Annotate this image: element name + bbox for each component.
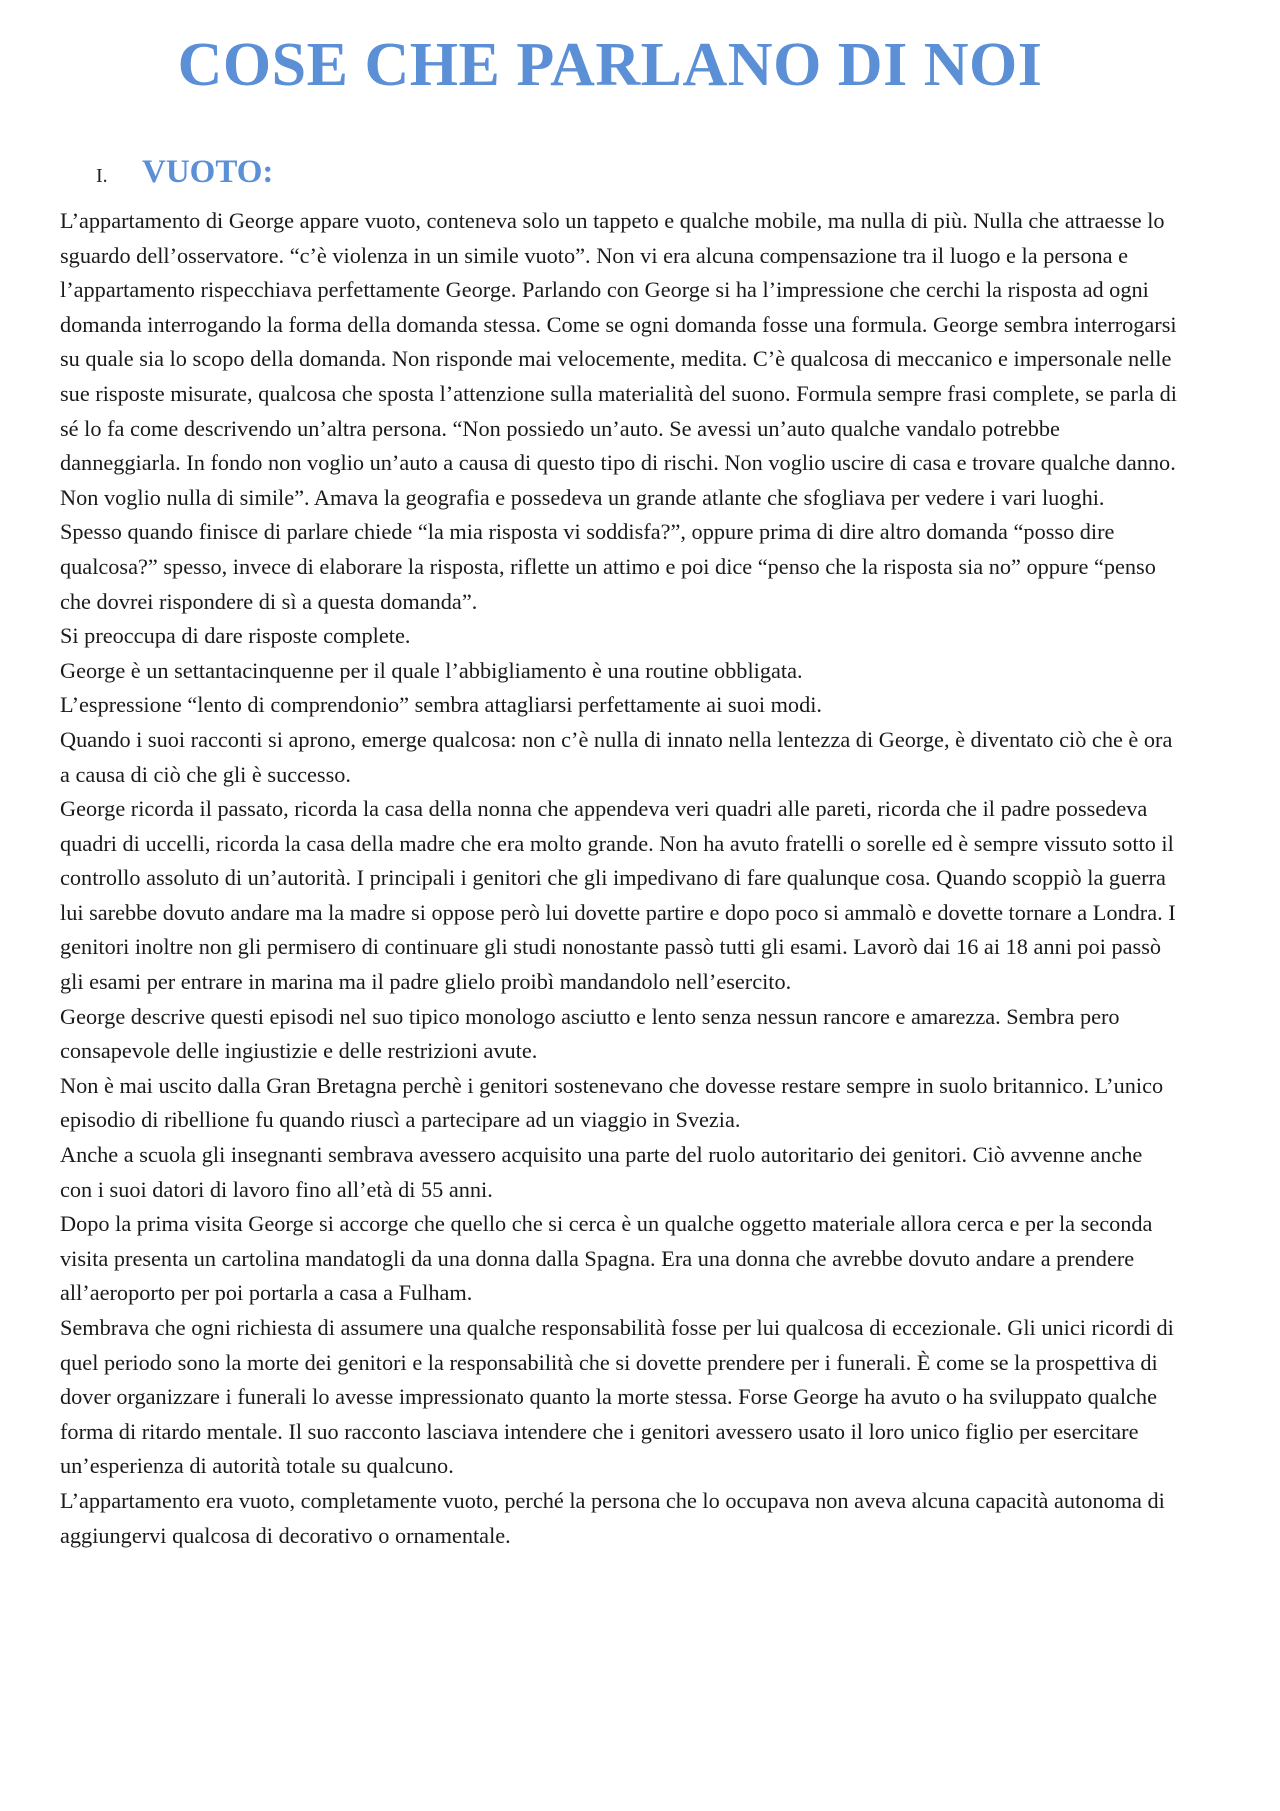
paragraph: George ricorda il passato, ricorda la casa della nonna che appendeva veri quadri alle pareti, ricorda che il padre possedeva quadri di uccelli, ricorda la casa della madre che era molto grande. Non ha avuto fratelli o sorelle ed è sempre vissuto sotto il controllo assoluto di un’autorità. I principali i genitori che gli impedivano di fare qualunque cosa. Quando scoppiò la guerra lui sarebbe dovuto andare ma la madre si oppose però lui dovette partire e dopo poco si ammalò e dovette tornare a Londra. I genitori inoltre non gli permisero di continuare gli studi nonostante passò tutti gli esami. Lavorò dai 16 ai 18 anni poi passò gli esami per entrare in marina ma il padre glielo proibì mandandolo nell’esercito. — [60, 796, 1176, 995]
paragraph: L’espressione “lento di comprendonio” sembra attagliarsi perfettamente ai suoi modi. — [60, 692, 822, 718]
paragraph: Spesso quando finisce di parlare chiede “la mia risposta vi soddisfa?”, oppure prima di dire altro domanda “posso dire qualcosa?” spesso, invece di elaborare la risposta, riflette un attimo e poi dice “penso che la risposta sia no” oppure “penso che dovrei rispondere di sì a questa domanda”. — [60, 519, 1156, 614]
section-number: I. — [96, 165, 108, 187]
paragraph: L’appartamento di George appare vuoto, conteneva solo un tappeto e qualche mobile, ma nulla di più. Nulla che attraesse lo sguardo dell’osservatore. “c’è violenza in un simile vuoto”. Non vi era alcuna compensazione tra il luogo e la persona e l’appartamento rispecchiava perfettamente George. Parlando con George si ha l’impressione che cerchi la risposta ad ogni domanda interrogando la forma della domanda stessa. Come se ogni domanda fosse una formula. George sembra interrogarsi su quale sia lo scopo della domanda. Non risponde mai velocemente, medita. C’è qualcosa di meccanico e impersonale nelle sue risposte misurate, qualcosa che sposta l’attenzione sulla materialità del suono. Formula sempre frasi complete, se parla di sé lo fa come descrivendo un’altra persona. “Non possiedo un’auto. Se avessi un’auto qualche vandalo potrebbe danneggiarla. In fondo non voglio un’auto a causa di questo tipo di rischi. Non voglio uscire di casa e trovare qualche danno. Non voglio nulla di simile”. Amava la geografia e possedeva un grande atlante che sfogliava per vedere i vari luoghi. — [60, 208, 1177, 510]
paragraph: George descrive questi episodi nel suo tipico monologo asciutto e lento senza nessun rancore e amarezza. Sembra pero consapevole delle ingiustizie e delle restrizioni avute. — [60, 1003, 1120, 1064]
paragraph: Si preoccupa di dare risposte complete. — [60, 623, 411, 649]
document-body — [60, 204, 1180, 1553]
paragraph: Sembrava che ogni richiesta di assumere una qualche responsabilità fosse per lui qualcosa di eccezionale. Gli unici ricordi di quel periodo sono la morte dei genitori e la responsabilità che si dovette prendere per i funerali. È come se la prospettiva di dover organizzare i funerali lo avesse impressionato quanto la morte stessa. Forse George ha avuto o ha sviluppato qualche forma di ritardo mentale. Il suo racconto lasciava intendere che i genitori avessero usato il loro unico figlio per esercitare un’esperienza di autorità totale su qualcuno. — [60, 1315, 1174, 1479]
document-title: COSE CHE PARLANO DI NOI — [177, 31, 1043, 99]
paragraph: Quando i suoi racconti si aprono, emerge qualcosa: non c’è nulla di innato nella lentezza di George, è diventato ciò che è ora a causa di ciò che gli è successo. — [60, 726, 1173, 787]
section-heading — [96, 154, 273, 191]
paragraph: Anche a scuola gli insegnanti sembrava avessero acquisito una parte del ruolo autoritario dei genitori. Ciò avvenne anche con i suoi datori di lavoro fino all’età di 55 anni. — [60, 1142, 1143, 1202]
paragraph: George è un settantacinquenne per il quale l’abbigliamento è una routine obbligata. — [60, 657, 803, 683]
paragraph: L’appartamento era vuoto, completamente vuoto, perché la persona che lo occupava non aveva alcuna capacità autonoma di aggiungervi qualcosa di decorativo o ornamentale. — [60, 1487, 1165, 1548]
paragraph: Dopo la prima visita George si accorge che quello che si cerca è un qualche oggetto materiale allora cerca e per la seconda visita presenta un cartolina mandatogli da una donna dalla Spagna. Era una donna che avrebbe dovuto andare a prendere all’aeroporto per poi portarla a casa a Fulham. — [60, 1211, 1153, 1306]
section-title: VUOTO: — [142, 154, 274, 190]
paragraph: Non è mai uscito dalla Gran Bretagna perchè i genitori sostenevano che dovesse restare sempre in suolo britannico. L’unico episodio di ribellione fu quando riuscì a partecipare ad un viaggio in Svezia. — [60, 1072, 1164, 1133]
